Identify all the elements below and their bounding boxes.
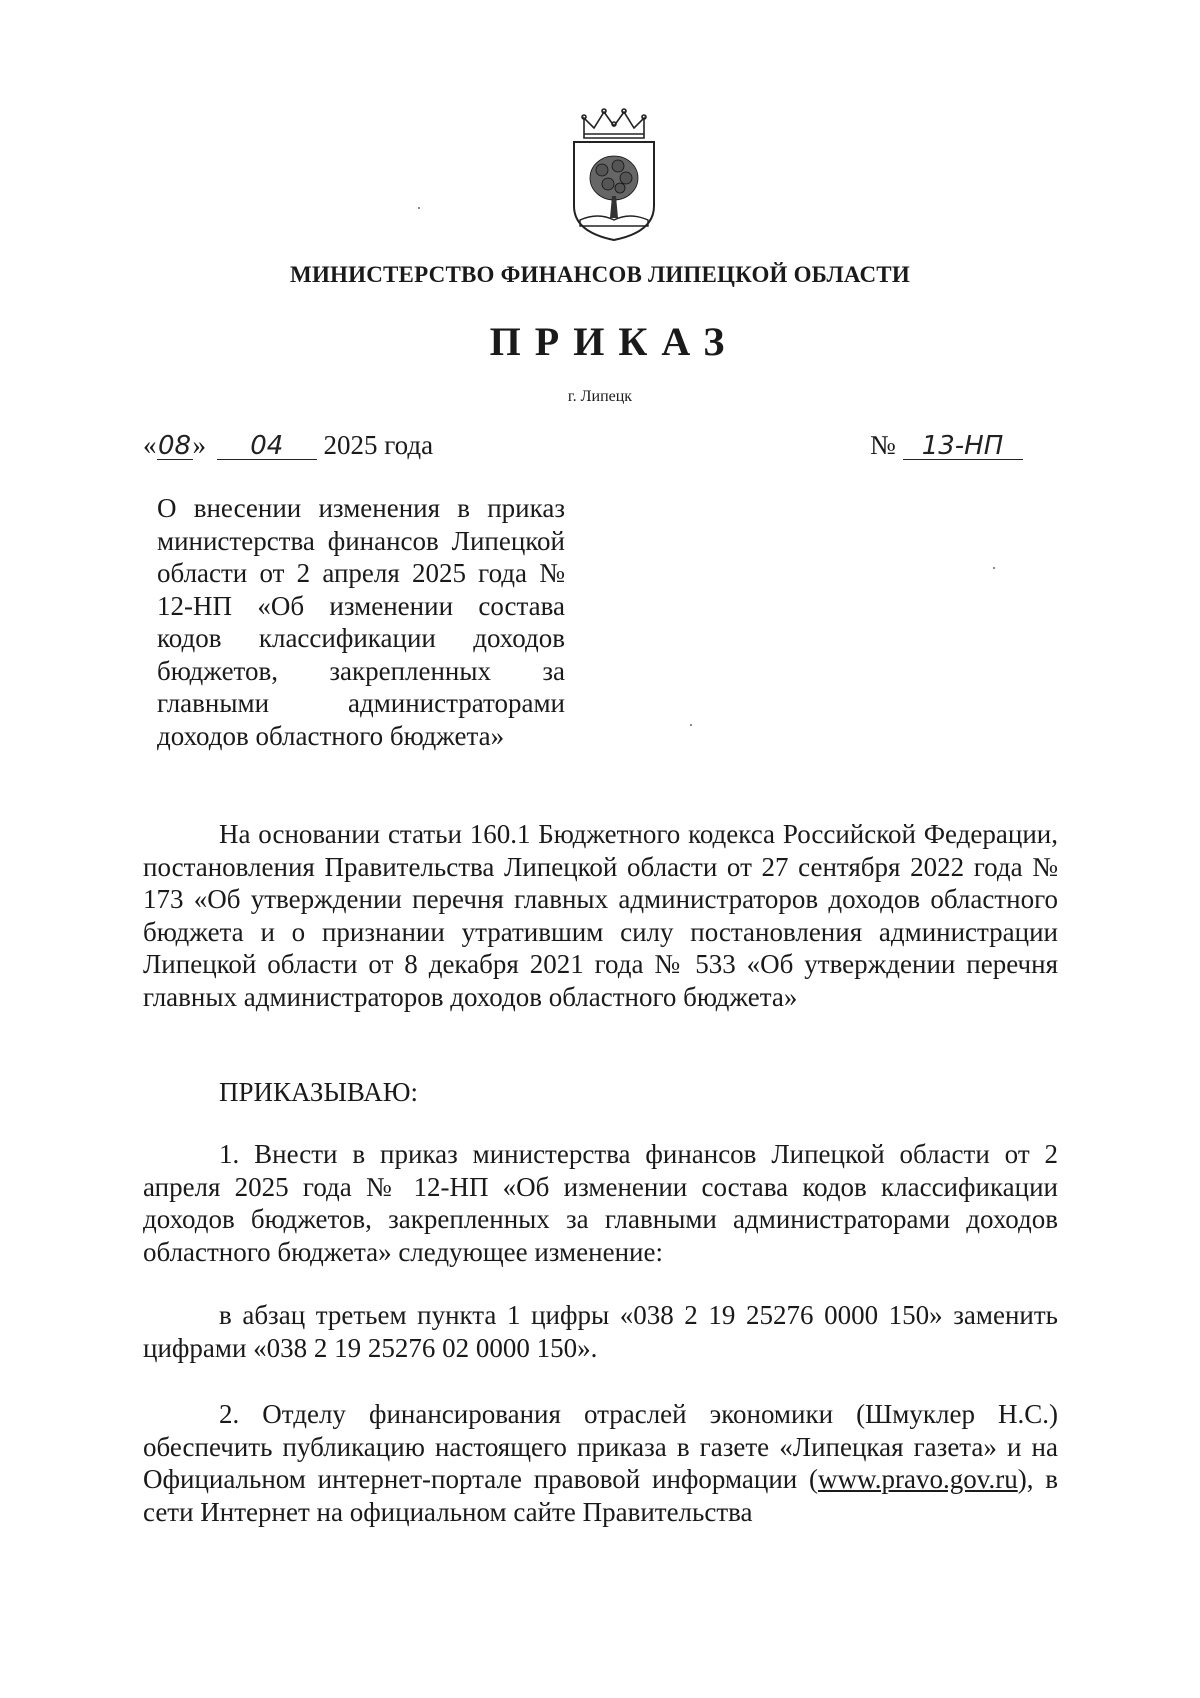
document-type-title: ПРИКАЗ [489, 319, 739, 364]
document-date [143, 430, 433, 461]
document-subject: О внесении изменения в приказ министерства финансов Липецкой области от 2 апреля 2025 года № 12-НП «Об изменении состава кодов классификации доходов бюджетов, закрепленных за главными администраторами доходов областного бюджета» [157, 493, 565, 751]
item-2-text-start: 2. Отделу финансирования отраслей экономики (Шмуклер Н.С.) обеспечить публикацию настоящего приказа в газете «Липецкая газета» и на Официальном интернет-портале правовой информации ( [143, 1399, 1058, 1495]
decree-heading: ПРИКАЗЫВАЮ: [219, 1077, 418, 1107]
coat-of-arms-icon [568, 108, 660, 242]
document-number [870, 430, 1023, 461]
number-sign: № [870, 430, 896, 460]
date-month: 04 [217, 433, 317, 460]
scan-speck [993, 567, 995, 569]
item-1 [143, 1138, 1058, 1268]
scan-speck [690, 724, 692, 726]
basis-text: На основании статьи 160.1 Бюджетного кодекса Российской Федерации, постановления Правительства Липецкой области от 27 сентября 2022 года № 173 «Об утверждении перечня главных администраторов доходов областного бюджета и о признании утратившим силу постановления администрации Липецкой области от 8 декабря 2021 года № 533 «Об утверждении перечня главных администраторов доходов областного бюджета» [143, 819, 1058, 1012]
city-name: г. Липецк [567, 388, 633, 405]
item-2-text [143, 1398, 1058, 1528]
date-day: 08 [157, 431, 192, 461]
scan-speck [418, 207, 420, 209]
date-close-quote: » [192, 430, 206, 460]
date-open-quote: « [143, 430, 157, 460]
item-1-change-text: в абзац третьем пункта 1 цифры «038 2 19 25276 0000 150» заменить цифрами «038 2 19 25276 02 0000 150». [143, 1300, 1058, 1363]
item-1-change [143, 1299, 1058, 1364]
date-year: 2025 года [323, 430, 434, 460]
item-1-text: 1. Внести в приказ министерства финансов Липецкой области от 2 апреля 2025 года № 12-НП «Об изменении состава кодов классификации доходов бюджетов, закрепленных за главными администраторами доходов областного бюджета» следующее изменение: [143, 1139, 1058, 1267]
item-2 [143, 1398, 1058, 1528]
pravo-gov-link[interactable]: www.pravo.gov.ru [818, 1464, 1018, 1495]
number-value: 13-НП [903, 433, 1023, 460]
ministry-name: МИНИСТЕРСТВО ФИНАНСОВ ЛИПЕЦКОЙ ОБЛАСТИ [290, 262, 910, 287]
basis-paragraph [143, 818, 1058, 1014]
item-2-text-end: ), в сети Интернет на официальном сайте Правительства [143, 1464, 1058, 1527]
